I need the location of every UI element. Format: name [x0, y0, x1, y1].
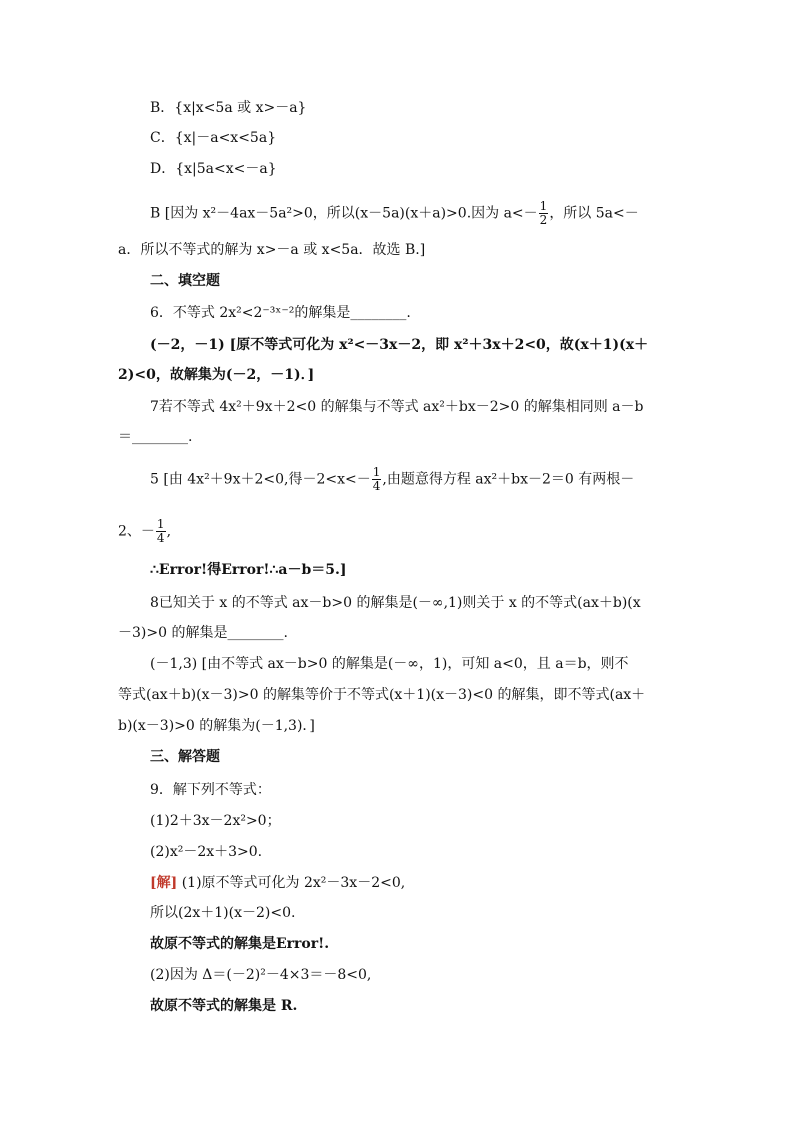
q8-answer-line-1: (－1,3) [由不等式 ax－b>0 的解集是(－∞，1)，可知 a<0，且 a＝b，则不: [150, 656, 629, 672]
question-9: 9．解下列不等式：: [150, 782, 271, 798]
q8-answer-line-2: 等式(ax＋b)(x－3)>0 的解集等价于不等式(x＋1)(x－3)<0 的解集，即不等式(ax＋: [118, 687, 646, 703]
fraction-one-half: [539, 200, 549, 227]
q7-answer-text-b: ,由题意得方程 ax²＋bx－2＝0 有两根－: [382, 471, 635, 488]
fraction-numerator: 1: [539, 199, 548, 213]
q7-answer-line-1: [150, 466, 634, 493]
q6-answer-line-1: (－2，－1) [原不等式可化为 x²<－3x－2，即 x²＋3x＋2<0，故(x＋1)(x＋: [150, 337, 649, 353]
solution-text: (1)原不等式可化为 2x²－3x－2<0,: [177, 875, 406, 891]
solution-line-4: (2)因为 Δ＝(－2)²－4×3＝－8<0,: [150, 967, 372, 983]
fraction-numerator: 1: [156, 517, 165, 531]
question-9-part-1: (1)2＋3x－2x²>0；: [150, 813, 281, 829]
q7-answer-line-3: ∴Error!得Error!∴a－b＝5.]: [150, 562, 347, 578]
question-6: 6．不等式 2x²<2⁻³ˣ⁻²的解集是________.: [150, 305, 411, 321]
fraction-denominator: 4: [372, 479, 381, 493]
question-8-line-2: －3)>0 的解集是________.: [118, 625, 288, 641]
fraction-numerator: 1: [372, 465, 381, 479]
q8-answer-line-3: b)(x－3)>0 的解集为(－1,3)．]: [118, 718, 315, 734]
question-7-line-1: 7若不等式 4x²＋9x＋2<0 的解集与不等式 ax²＋bx－2>0 的解集相同则 a－b: [150, 399, 644, 415]
solution-tag: [解]: [150, 875, 178, 891]
question-7-line-2: ＝________.: [118, 429, 193, 445]
option-c: C．{x|－a<x<5a}: [150, 130, 277, 146]
q7-answer-text-a: 5 [由 4x²＋9x＋2<0,得－2<x<－: [150, 471, 371, 488]
q7-answer-text-c: 2、－: [118, 523, 155, 540]
solution-line-2: 所以(2x＋1)(x－2)<0.: [150, 905, 296, 921]
q5-answer-line-2: a．所以不等式的解为 x>－a 或 x<5a．故选 B.]: [118, 242, 426, 258]
solution-line-1: [150, 873, 405, 893]
solution-line-5: 故原不等式的解集是 R.: [150, 998, 298, 1014]
fraction-one-quarter: [372, 466, 382, 493]
question-8-line-1: 8已知关于 x 的不等式 ax－b>0 的解集是(－∞,1)则关于 x 的不等式(ax＋b)(x: [150, 595, 641, 611]
option-d: D．{x|5a<x<－a}: [150, 161, 277, 177]
section-answer-heading: 三、解答题: [150, 749, 220, 765]
section-fill-in-heading: 二、填空题: [150, 273, 220, 289]
solution-line-3: 故原不等式的解集是Error!.: [150, 936, 330, 952]
q5-answer-line-1: [150, 200, 639, 227]
q5-answer-text-b: ，所以 5a<－: [549, 205, 639, 222]
q6-answer-line-2: 2)<0，故解集为(－2，－1)．]: [118, 367, 315, 383]
option-b: B．{x|x<5a 或 x>－a}: [150, 100, 307, 116]
q5-answer-text-a: B [因为 x²－4ax－5a²>0，所以(x－5a)(x＋a)>0.因为 a<－: [150, 205, 538, 222]
question-9-part-2: (2)x²－2x＋3>0.: [150, 844, 263, 860]
q7-answer-line-2: [118, 518, 171, 545]
fraction-denominator: 4: [156, 531, 165, 545]
q7-answer-text-d: ,: [166, 523, 172, 540]
fraction-denominator: 2: [539, 213, 548, 227]
fraction-one-quarter: [156, 518, 166, 545]
